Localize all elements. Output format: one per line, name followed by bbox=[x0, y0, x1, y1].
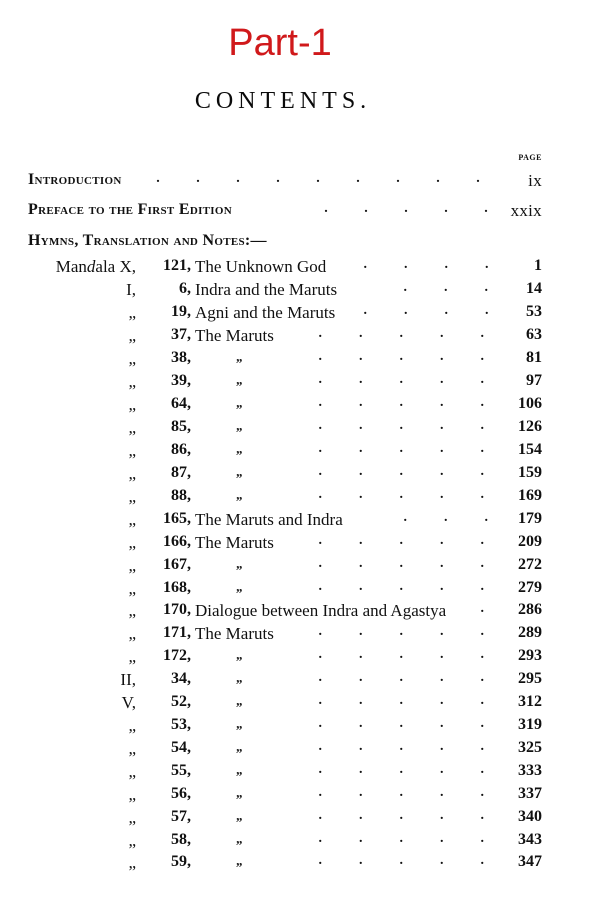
hymn-page: 295 bbox=[518, 670, 542, 687]
page-title: CONTENTS. bbox=[194, 88, 372, 114]
hymn-title: The Unknown God bbox=[195, 257, 327, 276]
hymn-number: 55, bbox=[171, 762, 191, 779]
hymn-page: 63 bbox=[526, 326, 542, 343]
ditto-mark: „ bbox=[236, 395, 243, 410]
toc-entry-page: ix bbox=[528, 171, 542, 190]
toc-entry-introduction[interactable] bbox=[28, 171, 542, 193]
ditto-mark: „ bbox=[236, 762, 243, 777]
hymn-page: 289 bbox=[518, 624, 542, 641]
leader-dots: . . . . . bbox=[324, 201, 488, 216]
hymn-page: 279 bbox=[518, 579, 542, 596]
hymn-title: The Maruts and Indra bbox=[195, 510, 343, 529]
mandala-label: „ bbox=[128, 303, 136, 322]
toc-entry-preface[interactable] bbox=[28, 201, 542, 223]
leader-dots: . . . . . bbox=[318, 716, 484, 731]
leader-dots: . . . . . bbox=[318, 533, 484, 548]
mandala-label: „ bbox=[128, 441, 136, 460]
hymn-number: 121, bbox=[163, 257, 191, 274]
hymn-number: 86, bbox=[171, 441, 191, 458]
hymn-number: 39, bbox=[171, 372, 191, 389]
ditto-mark: „ bbox=[236, 556, 243, 571]
hymn-number: 37, bbox=[171, 326, 191, 343]
hymn-number: 168, bbox=[163, 579, 191, 596]
section-heading: Hymns, Translation and Notes:— bbox=[28, 232, 267, 249]
hymn-entry[interactable] bbox=[0, 441, 542, 464]
hymn-page: 14 bbox=[526, 280, 542, 297]
hymn-number: 59, bbox=[171, 853, 191, 870]
leader-dots: . . . . . . . . . bbox=[156, 171, 480, 186]
mandala-label: I, bbox=[126, 280, 136, 299]
mandala-label: „ bbox=[128, 831, 136, 850]
hymn-entry[interactable] bbox=[0, 647, 542, 670]
hymn-entry[interactable] bbox=[0, 487, 542, 510]
leader-dots: . . . bbox=[403, 510, 488, 525]
hymn-number: 6, bbox=[179, 280, 191, 297]
leader-dots: . . . . . bbox=[318, 349, 484, 364]
leader-dots: . . . . bbox=[363, 257, 489, 272]
hymn-page: 106 bbox=[518, 395, 542, 412]
mandala-label: „ bbox=[128, 464, 136, 483]
leader-dots: . . . . . bbox=[318, 647, 484, 662]
hymn-entry[interactable] bbox=[0, 556, 542, 579]
hymn-number: 85, bbox=[171, 418, 191, 435]
hymn-page: 347 bbox=[518, 853, 542, 870]
ditto-mark: „ bbox=[236, 464, 243, 479]
hymn-page: 159 bbox=[518, 464, 542, 481]
mandala-label: „ bbox=[128, 601, 136, 620]
hymn-number: 34, bbox=[171, 670, 191, 687]
hymn-entry[interactable] bbox=[0, 349, 542, 372]
hymn-title: The Maruts bbox=[195, 533, 274, 552]
hymn-page: 337 bbox=[518, 785, 542, 802]
ditto-mark: „ bbox=[236, 785, 243, 800]
mandala-label: „ bbox=[128, 418, 136, 437]
hymn-entry[interactable] bbox=[0, 808, 542, 831]
hymn-entry[interactable] bbox=[0, 303, 542, 326]
hymn-number: 171, bbox=[163, 624, 191, 641]
leader-dots: . . . . . bbox=[318, 556, 484, 571]
leader-dots: . . . . bbox=[363, 303, 489, 318]
hymn-page: 169 bbox=[518, 487, 542, 504]
ditto-mark: „ bbox=[236, 418, 243, 433]
hymn-number: 53, bbox=[171, 716, 191, 733]
leader-dots: . . . . . bbox=[318, 693, 484, 708]
leader-dots: . . . . . bbox=[318, 762, 484, 777]
leader-dots: . . . . . bbox=[318, 808, 484, 823]
hymn-entry[interactable] bbox=[0, 280, 542, 303]
mandala-label: V, bbox=[121, 693, 136, 712]
leader-dots: . . . . . bbox=[318, 395, 484, 410]
hymn-entry[interactable] bbox=[0, 762, 542, 785]
mandala-label: Mandala X, bbox=[55, 257, 136, 276]
hymn-page: 272 bbox=[518, 556, 542, 573]
mandala-label: „ bbox=[128, 785, 136, 804]
hymn-page: 319 bbox=[518, 716, 542, 733]
hymn-number: 38, bbox=[171, 349, 191, 366]
mandala-label: II, bbox=[120, 670, 136, 689]
hymn-page: 293 bbox=[518, 647, 542, 664]
ditto-mark: „ bbox=[236, 349, 243, 364]
leader-dots: . . . . . bbox=[318, 624, 484, 639]
hymn-entry[interactable] bbox=[0, 418, 542, 441]
hymn-page: 53 bbox=[526, 303, 542, 320]
mandala-label: „ bbox=[128, 372, 136, 391]
ditto-mark: „ bbox=[236, 808, 243, 823]
mandala-label: „ bbox=[128, 556, 136, 575]
mandala-label: „ bbox=[128, 762, 136, 781]
page-column-heading: PAGE bbox=[518, 153, 542, 162]
hymn-number: 172, bbox=[163, 647, 191, 664]
mandala-label: „ bbox=[128, 510, 136, 529]
leader-dots: . . . bbox=[403, 280, 488, 295]
hymn-number: 56, bbox=[171, 785, 191, 802]
hymn-number: 57, bbox=[171, 808, 191, 825]
hymn-entry[interactable] bbox=[0, 831, 542, 854]
hymn-number: 170, bbox=[163, 601, 191, 618]
leader-dots: . . . . . bbox=[318, 372, 484, 387]
hymn-number: 58, bbox=[171, 831, 191, 848]
hymn-page: 340 bbox=[518, 808, 542, 825]
hymn-entry[interactable] bbox=[0, 326, 542, 349]
ditto-mark: „ bbox=[236, 831, 243, 846]
hymn-page: 179 bbox=[518, 510, 542, 527]
hymn-title: Agni and the Maruts bbox=[195, 303, 336, 322]
part-label: Part-1 bbox=[228, 22, 332, 64]
toc-entry-label: Preface to the First Edition bbox=[28, 201, 232, 218]
hymn-title: The Maruts bbox=[195, 624, 274, 643]
hymn-entry[interactable] bbox=[0, 510, 542, 533]
leader-dots: . bbox=[480, 601, 484, 616]
hymn-entry[interactable] bbox=[0, 853, 542, 876]
hymn-number: 165, bbox=[163, 510, 191, 527]
hymn-entry[interactable] bbox=[0, 257, 542, 280]
hymn-number: 88, bbox=[171, 487, 191, 504]
hymn-entry[interactable] bbox=[0, 464, 542, 487]
hymn-entry[interactable] bbox=[0, 533, 542, 556]
hymn-page: 209 bbox=[518, 533, 542, 550]
mandala-label: „ bbox=[128, 533, 136, 552]
mandala-label: „ bbox=[128, 487, 136, 506]
hymn-page: 286 bbox=[518, 601, 542, 618]
hymn-number: 52, bbox=[171, 693, 191, 710]
ditto-mark: „ bbox=[236, 716, 243, 731]
hymn-entry[interactable] bbox=[0, 601, 542, 624]
toc-entry-label: Introduction bbox=[28, 171, 122, 188]
leader-dots: . . . . . bbox=[318, 441, 484, 456]
mandala-label: „ bbox=[128, 739, 136, 758]
leader-dots: . . . . . bbox=[318, 785, 484, 800]
mandala-label: „ bbox=[128, 647, 136, 666]
hymn-page: 97 bbox=[526, 372, 542, 389]
ditto-mark: „ bbox=[236, 853, 243, 868]
hymn-page: 154 bbox=[518, 441, 542, 458]
hymn-number: 166, bbox=[163, 533, 191, 550]
ditto-mark: „ bbox=[236, 441, 243, 456]
hymn-page: 126 bbox=[518, 418, 542, 435]
toc-entry-page: xxix bbox=[510, 201, 542, 220]
leader-dots: . . . . . bbox=[318, 487, 484, 502]
hymn-page: 343 bbox=[518, 831, 542, 848]
hymn-entry[interactable] bbox=[0, 579, 542, 602]
hymn-entry[interactable] bbox=[0, 716, 542, 739]
ditto-mark: „ bbox=[236, 670, 243, 685]
leader-dots: . . . . . bbox=[318, 464, 484, 479]
ditto-mark: „ bbox=[236, 647, 243, 662]
hymn-title: Indra and the Maruts bbox=[195, 280, 338, 299]
hymn-page: 1 bbox=[534, 257, 542, 274]
leader-dots: . . . . . bbox=[318, 831, 484, 846]
hymn-number: 19, bbox=[171, 303, 191, 320]
mandala-label: „ bbox=[128, 624, 136, 643]
hymn-page: 312 bbox=[518, 693, 542, 710]
mandala-label: „ bbox=[128, 395, 136, 414]
hymn-title: Dialogue between Indra and Agastya bbox=[195, 601, 447, 620]
leader-dots: . . . . . bbox=[318, 670, 484, 685]
hymn-title: The Maruts bbox=[195, 326, 274, 345]
mandala-label: „ bbox=[128, 579, 136, 598]
hymn-number: 54, bbox=[171, 739, 191, 756]
mandala-label: „ bbox=[128, 808, 136, 827]
hymn-entry[interactable] bbox=[0, 739, 542, 762]
ditto-mark: „ bbox=[236, 739, 243, 754]
leader-dots: . . . . . bbox=[318, 326, 484, 341]
leader-dots: . . . . . bbox=[318, 579, 484, 594]
mandala-label: „ bbox=[128, 326, 136, 345]
leader-dots: . . . . . bbox=[318, 739, 484, 754]
mandala-label: „ bbox=[128, 716, 136, 735]
leader-dots: . . . . . bbox=[318, 853, 484, 868]
hymn-number: 64, bbox=[171, 395, 191, 412]
hymn-number: 167, bbox=[163, 556, 191, 573]
mandala-label: „ bbox=[128, 349, 136, 368]
hymn-entry[interactable] bbox=[0, 693, 542, 716]
hymn-entry[interactable] bbox=[0, 372, 542, 395]
ditto-mark: „ bbox=[236, 693, 243, 708]
leader-dots: . . . . . bbox=[318, 418, 484, 433]
ditto-mark: „ bbox=[236, 372, 243, 387]
hymn-page: 81 bbox=[526, 349, 542, 366]
ditto-mark: „ bbox=[236, 487, 243, 502]
hymn-entry[interactable] bbox=[0, 785, 542, 808]
mandala-label: „ bbox=[128, 853, 136, 872]
hymn-entry[interactable] bbox=[0, 395, 542, 418]
hymn-entry[interactable] bbox=[0, 670, 542, 693]
ditto-mark: „ bbox=[236, 579, 243, 594]
hymn-entry[interactable] bbox=[0, 624, 542, 647]
hymn-page: 333 bbox=[518, 762, 542, 779]
hymn-number: 87, bbox=[171, 464, 191, 481]
hymn-page: 325 bbox=[518, 739, 542, 756]
